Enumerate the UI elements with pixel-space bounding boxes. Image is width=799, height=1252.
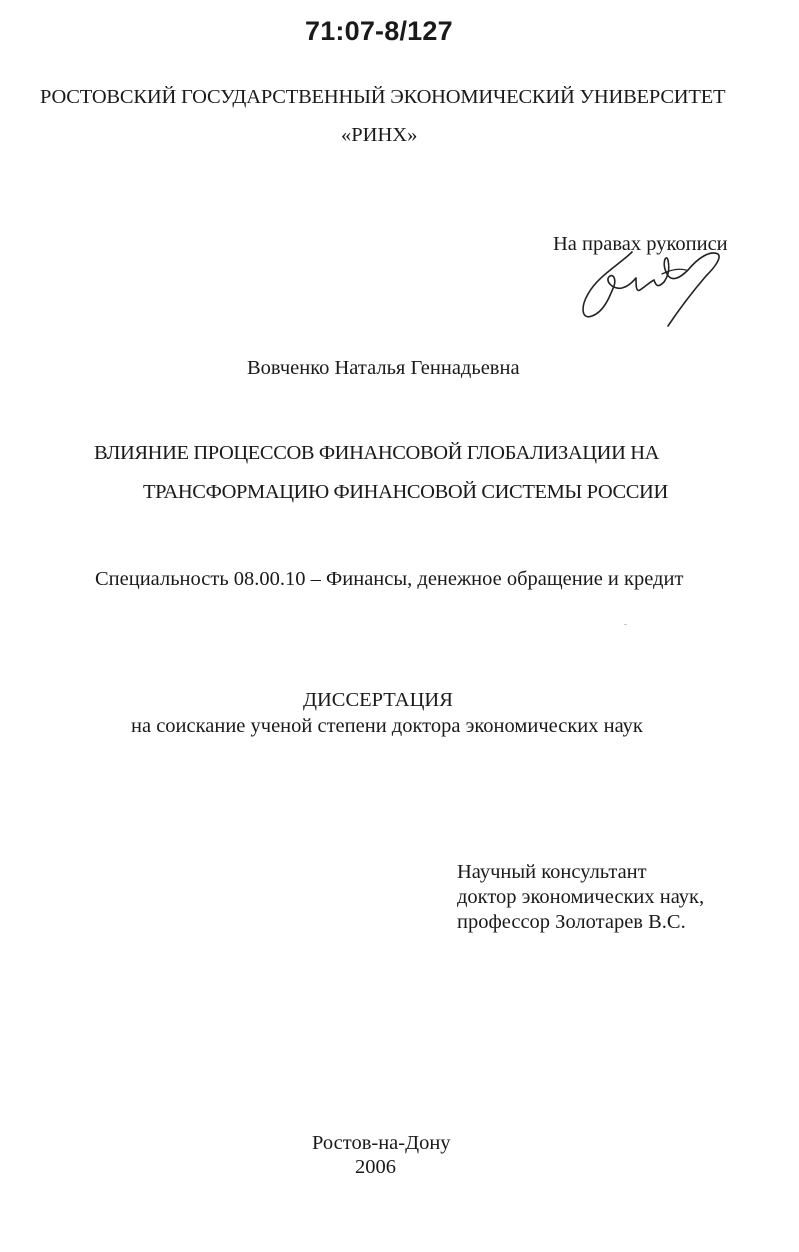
thesis-title-line-1: ВЛИЯНИЕ ПРОЦЕССОВ ФИНАНСОВОЙ ГЛОБАЛИЗАЦИИ НА [94, 442, 660, 464]
author-name: Вовченко Наталья Геннадьевна [247, 357, 520, 379]
consultant-degree: доктор экономических наук, [457, 886, 705, 908]
place: Ростов-на-Дону [312, 1132, 451, 1154]
university-abbreviation: «РИНХ» [341, 124, 418, 146]
handwritten-signature [570, 242, 730, 332]
consultant-name: профессор Золотарев В.С. [457, 911, 686, 933]
year: 2006 [355, 1156, 396, 1178]
manuscript-rights: На правах рукописи [553, 233, 728, 255]
degree-statement: на соискание ученой степени доктора экономических наук [131, 715, 643, 737]
specialty: Специальность 08.00.10 – Финансы, денежное обращение и кредит [95, 568, 684, 590]
document-type: ДИССЕРТАЦИЯ [303, 689, 453, 711]
scan-speck [624, 624, 627, 625]
catalog-number: 71:07-8/127 [305, 16, 453, 46]
consultant-role: Научный консультант [457, 861, 647, 883]
thesis-title-line-2: ТРАНСФОРМАЦИЮ ФИНАНСОВОЙ СИСТЕМЫ РОССИИ [143, 481, 668, 503]
university-name: РОСТОВСКИЙ ГОСУДАРСТВЕННЫЙ ЭКОНОМИЧЕСКИЙ УНИВЕРСИТЕТ [40, 86, 726, 108]
